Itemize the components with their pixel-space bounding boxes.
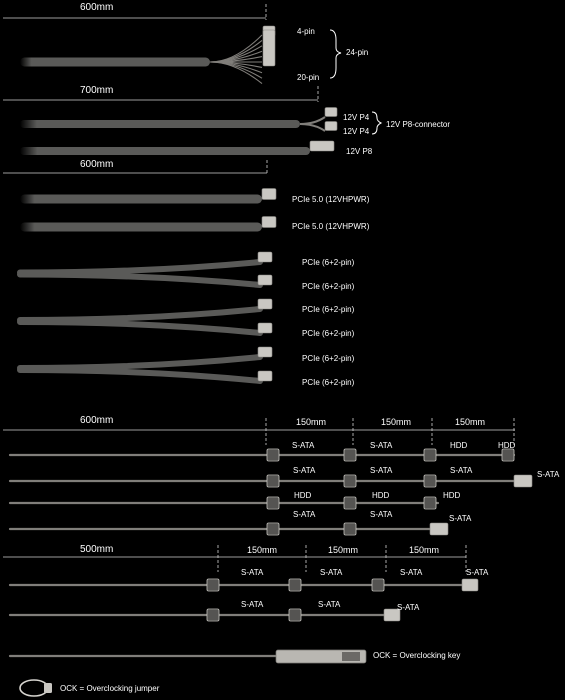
label-sata: S-ATA xyxy=(537,470,560,479)
label-sata: S-ATA xyxy=(400,568,423,577)
label-20-pin: 20-pin xyxy=(297,73,320,82)
connector xyxy=(430,523,448,535)
cable-sleeve xyxy=(20,195,262,204)
peripheral-500-seg3-length: 150mm xyxy=(328,545,359,555)
label-ock-key: OCK = Overclocking key xyxy=(373,651,461,660)
ock-key-slot xyxy=(342,652,360,661)
label-ock-jumper: OCK = Overclocking jumper xyxy=(60,684,160,693)
label-sata: S-ATA xyxy=(466,568,489,577)
label-pcie-62-5: PCIe (6+2-pin) xyxy=(302,354,355,363)
pcie-cable-length: 600mm xyxy=(80,159,114,170)
brace xyxy=(372,112,381,134)
connector xyxy=(325,122,337,131)
connector xyxy=(514,475,532,487)
brace xyxy=(330,30,341,78)
label-sata: S-ATA xyxy=(241,600,264,609)
peripheral-600-seg3-length: 150mm xyxy=(381,417,412,427)
cable-sleeve xyxy=(20,370,260,381)
label-sata: S-ATA xyxy=(449,514,472,523)
label-sata: S-ATA xyxy=(370,510,393,519)
label-sata: S-ATA xyxy=(320,568,343,577)
ock-jumper xyxy=(20,680,48,696)
connector xyxy=(258,299,272,309)
cable-sleeve xyxy=(20,309,260,320)
label-sata: S-ATA xyxy=(450,466,473,475)
label-sata: S-ATA xyxy=(370,441,393,450)
cable-wire xyxy=(300,124,325,131)
label-sata: S-ATA xyxy=(370,466,393,475)
connector xyxy=(263,30,275,66)
label-4-pin: 4-pin xyxy=(297,27,315,36)
cable-sleeve xyxy=(20,262,260,273)
label-pcie-62-4: PCIe (6+2-pin) xyxy=(302,329,355,338)
main-harness-length: 600mm xyxy=(80,2,114,13)
peripheral-600-seg4-length: 150mm xyxy=(455,417,486,427)
connector xyxy=(325,108,337,117)
connector xyxy=(262,217,276,228)
cable-sleeve xyxy=(20,275,260,286)
connector xyxy=(258,323,272,333)
connector xyxy=(258,275,272,285)
label-sata: S-ATA xyxy=(292,441,315,450)
connector xyxy=(462,579,478,591)
cable-sleeve xyxy=(20,322,260,333)
cable-sleeve xyxy=(20,357,260,368)
label-pcie5-hpwr-1: PCIe 5.0 (12VHPWR) xyxy=(292,195,370,204)
peripheral-600-seg2-length: 150mm xyxy=(296,417,327,427)
peripheral-600-length: 600mm xyxy=(80,415,114,426)
label-12v-p4-b: 12V P4 xyxy=(343,127,370,136)
label-24-pin: 24-pin xyxy=(346,48,369,57)
cpu-cable-length: 700mm xyxy=(80,85,114,96)
label-12v-p8-connector: 12V P8-connector xyxy=(386,120,451,129)
connector xyxy=(258,252,272,262)
label-sata: S-ATA xyxy=(241,568,264,577)
peripheral-500-seg2-length: 150mm xyxy=(247,545,278,555)
label-pcie-62-6: PCIe (6+2-pin) xyxy=(302,378,355,387)
connector xyxy=(310,141,334,151)
cable-sleeve xyxy=(20,58,210,67)
label-sata: S-ATA xyxy=(397,603,420,612)
label-sata: S-ATA xyxy=(318,600,341,609)
label-hdd: HDD xyxy=(443,491,461,500)
peripheral-500-seg4-length: 150mm xyxy=(409,545,440,555)
label-12v-p4-a: 12V P4 xyxy=(343,113,370,122)
label-12v-p8: 12V P8 xyxy=(346,147,373,156)
connector xyxy=(262,189,276,200)
label-sata: S-ATA xyxy=(293,510,316,519)
label-pcie5-hpwr-2: PCIe 5.0 (12VHPWR) xyxy=(292,222,370,231)
connector xyxy=(258,371,272,381)
label-hdd: HDD xyxy=(372,491,390,500)
label-pcie-62-1: PCIe (6+2-pin) xyxy=(302,258,355,267)
label-hdd: HDD xyxy=(498,441,516,450)
label-hdd: HDD xyxy=(450,441,468,450)
ock-jumper-plug xyxy=(44,683,52,693)
label-pcie-62-3: PCIe (6+2-pin) xyxy=(302,305,355,314)
label-hdd: HDD xyxy=(294,491,312,500)
peripheral-500-length: 500mm xyxy=(80,544,114,555)
label-sata: S-ATA xyxy=(293,466,316,475)
cable-wire xyxy=(300,117,325,124)
cable-sleeve xyxy=(20,223,262,232)
connector xyxy=(258,347,272,357)
label-pcie-62-2: PCIe (6+2-pin) xyxy=(302,282,355,291)
cable-sleeve xyxy=(20,120,300,128)
cable-sleeve xyxy=(20,147,310,155)
